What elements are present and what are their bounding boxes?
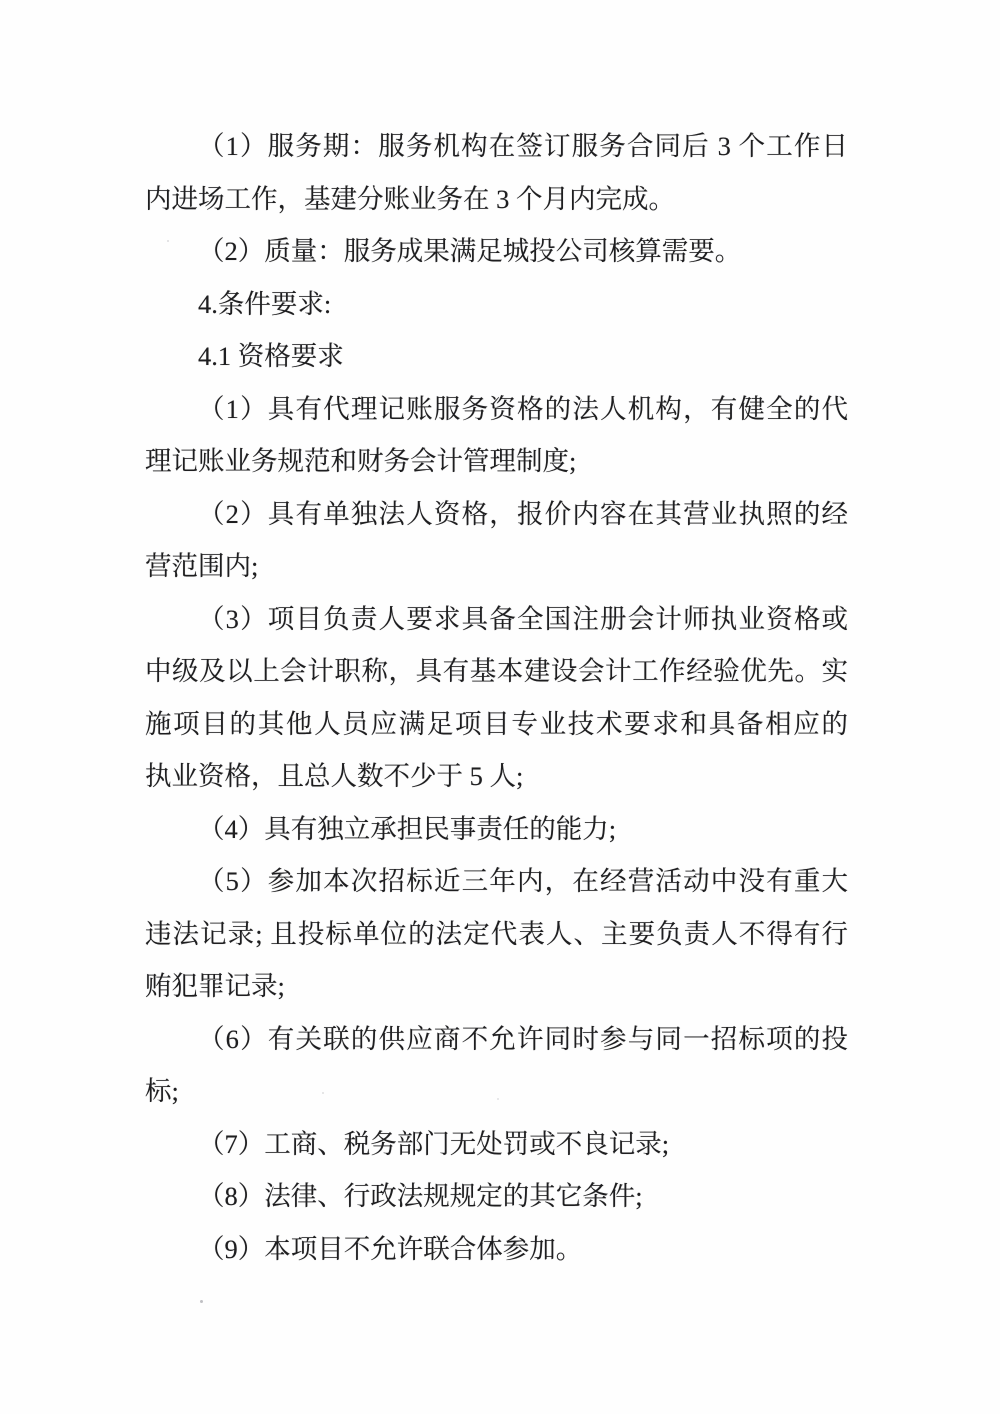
text-line: （3）项目负责人要求具备全国注册会计师执业资格或 [198, 603, 848, 634]
text-line: 中级及以上会计职称，具有基本建设会计工作经验优先。实 [145, 656, 848, 686]
text-line: （4）具有独立承担民事责任的能力; [198, 813, 617, 844]
scan-speck [322, 1092, 324, 1094]
text-line: 理记账业务规范和财务会计管理制度; [145, 446, 577, 476]
text-line: （7）工商、税务部门无处罚或不良记录; [198, 1128, 670, 1159]
text-line: （6）有关联的供应商不允许同时参与同一招标项的投 [198, 1023, 848, 1054]
text-line: （8）法律、行政法规规定的其它条件; [198, 1181, 643, 1211]
text-line: （5）参加本次招标近三年内，在经营活动中没有重大 [198, 866, 848, 896]
text-line: 4.1 资格要求 [198, 341, 344, 371]
text-line: 贿犯罪记录; [145, 971, 285, 1001]
document-body [145, 120, 848, 1275]
text-line: （2）具有单独法人资格，报价内容在其营业执照的经 [198, 498, 848, 529]
text-line: （1）服务期：服务机构在签订服务合同后 3 个工作日 [198, 131, 848, 161]
scan-speck [167, 240, 169, 242]
text-line: 4.条件要求: [198, 288, 332, 319]
text-line: （1）具有代理记账服务资格的法人机构，有健全的代 [198, 393, 848, 424]
text-line: 违法记录; 且投标单位的法定代表人、主要负责人不得有行 [145, 918, 848, 949]
text-line: 营范围内; [145, 551, 259, 581]
scan-speck [497, 1098, 499, 1100]
text-line: 标; [145, 1076, 179, 1106]
text-line: 内进场工作，基建分账业务在 3 个月内完成。 [145, 183, 675, 214]
text-line: 执业资格，且总人数不少于 5 人; [145, 761, 524, 791]
scan-speck [200, 1300, 203, 1303]
text-line: （9）本项目不允许联合体参加。 [198, 1233, 583, 1264]
text-line: （2）质量：服务成果满足城投公司核算需要。 [198, 236, 742, 266]
text-line: 施项目的其他人员应满足项目专业技术要求和具备相应的 [145, 708, 848, 739]
